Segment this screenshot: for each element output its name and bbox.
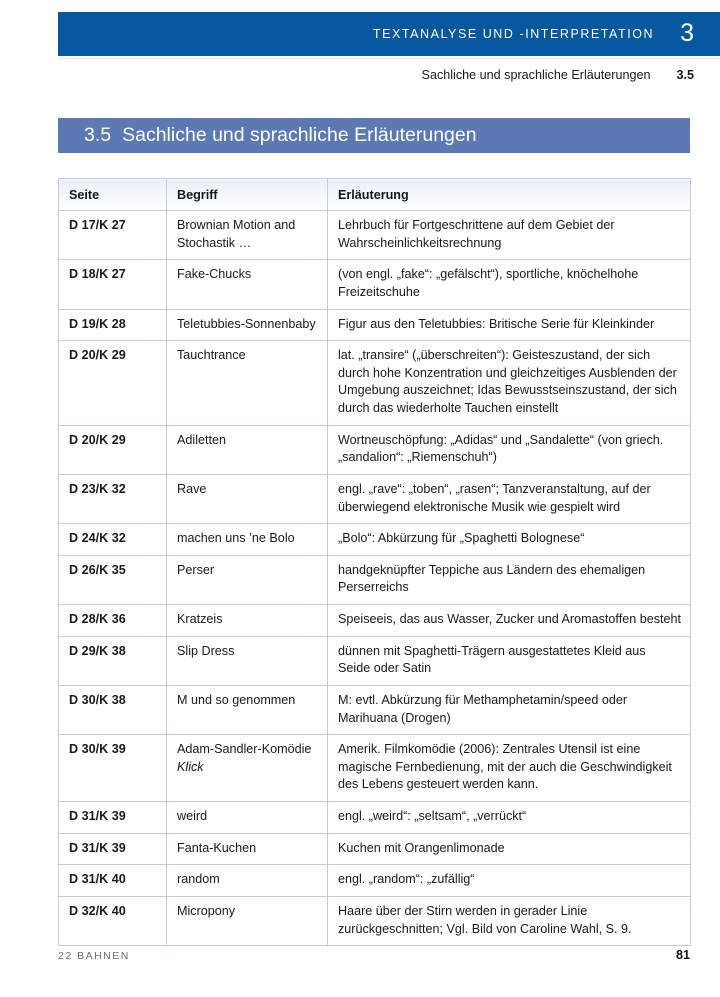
table-row [59,524,691,556]
cell-seite: D 31/K 40 [59,865,167,897]
section-banner-number: 3.5 [84,124,112,146]
running-header [58,12,720,56]
table-row [59,555,691,604]
table-row [59,833,691,865]
page-footer [58,948,690,962]
cell-erlaeuterung: dünnen mit Spaghetti-Trägern ausgestattetes Kleid aus Seide oder Satin [328,636,691,685]
cell-seite: D 19/K 28 [59,309,167,341]
begriff-title-italic: Klick [177,759,204,774]
cell-begriff: M und so genommen [167,685,328,734]
cell-seite: D 20/K 29 [59,425,167,474]
cell-begriff: weird [167,802,328,834]
cell-seite: D 31/K 39 [59,802,167,834]
column-header-seite: Seite [59,179,167,211]
cell-seite: D 31/K 39 [59,833,167,865]
cell-begriff: Perser [167,555,328,604]
table-row [59,636,691,685]
cell-seite: D 24/K 32 [59,524,167,556]
table-row [59,865,691,897]
cell-begriff: Teletubbies-Sonnenbaby [167,309,328,341]
cell-begriff: Slip Dress [167,636,328,685]
chapter-title: TEXTANALYSE UND -INTERPRETATION [372,27,655,41]
table-row [59,735,691,802]
cell-erlaeuterung: Figur aus den Teletubbies: Britische Serie für Kleinkinder [328,309,691,341]
table-row [59,474,691,523]
cell-begriff: Tauchtrance [167,341,328,426]
cell-erlaeuterung: lat. „transire“ („überschreiten“): Geisteszustand, der sich durch hohe Konzentration und gleichzeitiges Ausblenden der Umgebung auszeichnet; Idas Bewusstseinszustand, der sich durch das wiederholte Tauchen einstellt [328,341,691,426]
cell-erlaeuterung: engl. „rave“: „toben“, „rasen“; Tanzveranstaltung, auf der überwiegend elektronische Musik wie gespielt wird [328,474,691,523]
cell-seite: D 20/K 29 [59,341,167,426]
cell-begriff: Brownian Motion and Stochastik … [167,211,328,260]
footer-book-title: 22 BAHNEN [58,950,130,962]
table-row [59,425,691,474]
cell-begriff: Adiletten [167,425,328,474]
subheader-section-title: Sachliche und sprachliche Erläuterungen [421,68,651,82]
cell-seite: D 18/K 27 [59,260,167,309]
cell-begriff: Rave [167,474,328,523]
subheader-section-number: 3.5 [676,68,694,82]
table-row [59,685,691,734]
cell-erlaeuterung: „Bolo“: Abkürzung für „Spaghetti Bolognese“ [328,524,691,556]
chapter-number: 3 [680,18,694,47]
cell-seite: D 30/K 39 [59,735,167,802]
table-row [59,802,691,834]
table-row [59,896,691,945]
column-header-begriff: Begriff [167,179,328,211]
cell-begriff: Micropony [167,896,328,945]
cell-erlaeuterung: Kuchen mit Orangenlimonade [328,833,691,865]
cell-begriff [167,735,328,802]
table-header-row [59,179,691,211]
cell-erlaeuterung: Amerik. Filmkomödie (2006): Zentrales Utensil ist eine magische Fernbedienung, mit der auch die Geschwindigkeit des Lebens gesteuert werden kann. [328,735,691,802]
cell-erlaeuterung: M: evtl. Abkürzung für Methamphetamin/speed oder Marihuana (Drogen) [328,685,691,734]
column-header-erlaeuterung: Erläuterung [328,179,691,211]
begriff-text: Adam-Sandler-Komödie [177,742,312,757]
table-row [59,605,691,637]
cell-erlaeuterung: engl. „weird“: „seltsam“, „verrückt“ [328,802,691,834]
cell-seite: D 17/K 27 [59,211,167,260]
cell-seite: D 29/K 38 [59,636,167,685]
cell-erlaeuterung: (von engl. „fake“: „gefälscht“), sportliche, knöchelhohe Freizeitschuhe [328,260,691,309]
section-banner [58,118,690,153]
footer-page-number: 81 [675,948,690,962]
table-body [59,211,691,946]
table-row [59,341,691,426]
cell-erlaeuterung: engl. „random“: „zufällig“ [328,865,691,897]
cell-begriff: machen uns ’ne Bolo [167,524,328,556]
section-banner-title: Sachliche und sprachliche Erläuterungen [122,124,477,146]
table-row [59,211,691,260]
table-row [59,309,691,341]
cell-begriff: Fanta-Kuchen [167,833,328,865]
cell-erlaeuterung: Haare über der Stirn werden in gerader Linie zurückgeschnitten; Vgl. Bild von Caroline Wahl, S. 9. [328,896,691,945]
header-divider [58,58,720,59]
running-subheader [58,62,720,88]
cell-seite: D 32/K 40 [59,896,167,945]
cell-erlaeuterung: handgeknüpfter Teppiche aus Ländern des ehemaligen Perserreichs [328,555,691,604]
cell-begriff: Kratzeis [167,605,328,637]
cell-erlaeuterung: Lehrbuch für Fortgeschrittene auf dem Gebiet der Wahrscheinlichkeitsrechnung [328,211,691,260]
cell-erlaeuterung: Speiseeis, das aus Wasser, Zucker und Aromastoffen besteht [328,605,691,637]
table-row [59,260,691,309]
cell-seite: D 30/K 38 [59,685,167,734]
cell-begriff: random [167,865,328,897]
glossary-table [58,178,691,946]
cell-erlaeuterung: Wortneuschöpfung: „Adidas“ und „Sandalette“ (von griech. „sandalion“: „Riemenschuh“) [328,425,691,474]
cell-seite: D 26/K 35 [59,555,167,604]
cell-seite: D 23/K 32 [59,474,167,523]
cell-seite: D 28/K 36 [59,605,167,637]
table-head [59,179,691,211]
cell-begriff: Fake-Chucks [167,260,328,309]
